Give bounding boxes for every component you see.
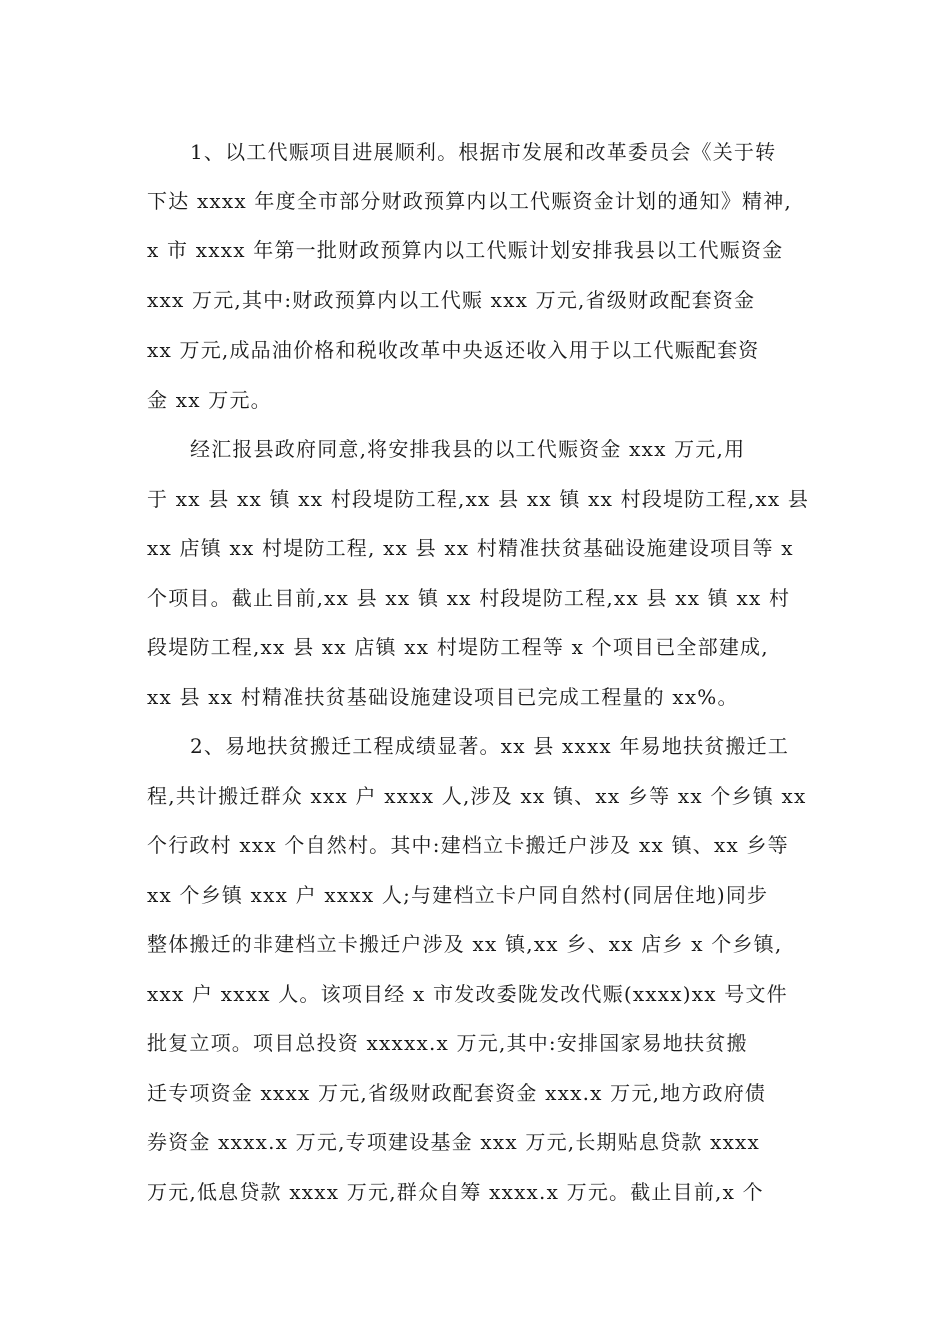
text-line: 个项目。截止目前,xx 县 xx 镇 xx 村段堤防工程,xx 县 xx 镇 xx 村	[147, 586, 791, 610]
text-line: 于 xx 县 xx 镇 xx 村段堤防工程,xx 县 xx 镇 xx 村段堤防工程,xx 县	[147, 487, 810, 511]
text-line: x 市 xxxx 年第一批财政预算内以工代赈计划安排我县以工代赈资金	[147, 238, 784, 262]
text-line: 段堤防工程,xx 县 xx 店镇 xx 村堤防工程等 x 个项目已全部建成,	[147, 635, 769, 659]
text-line: 万元,低息贷款 xxxx 万元,群众自筹 xxxx.x 万元。截止目前,x 个	[147, 1180, 764, 1204]
text-line: xx 店镇 xx 村堤防工程, xx 县 xx 村精准扶贫基础设施建设项目等 x	[147, 536, 794, 560]
text-line: 程,共计搬迁群众 xxx 户 xxxx 人,涉及 xx 镇、xx 乡等 xx 个乡镇 xx	[147, 784, 807, 808]
text-line: 1、以工代赈项目进展顺利。根据市发展和改革委员会《关于转	[190, 140, 777, 164]
text-line: 迁专项资金 xxxx 万元,省级财政配套资金 xxx.x 万元,地方政府债	[147, 1081, 767, 1105]
text-line: 整体搬迁的非建档立卡搬迁户涉及 xx 镇,xx 乡、xx 店乡 x 个乡镇,	[147, 932, 783, 956]
text-line: xx 县 xx 村精准扶贫基础设施建设项目已完成工程量的 xx%。	[147, 685, 739, 709]
text-line: 2、易地扶贫搬迁工程成绩显著。xx 县 xxxx 年易地扶贫搬迁工	[190, 734, 790, 758]
text-line: 金 xx 万元。	[147, 388, 272, 412]
text-line: xx 万元,成品油价格和税收改革中央返还收入用于以工代赈配套资	[147, 338, 760, 362]
text-line: xxx 万元,其中:财政预算内以工代赈 xxx 万元,省级财政配套资金	[147, 288, 756, 312]
text-line: 下达 xxxx 年度全市部分财政预算内以工代赈资金计划的通知》精神,	[147, 189, 792, 213]
text-line: xx 个乡镇 xxx 户 xxxx 人;与建档立卡户同自然村(同居住地)同步	[147, 883, 769, 907]
text-line: 经汇报县政府同意,将安排我县的以工代赈资金 xxx 万元,用	[190, 437, 746, 461]
text-line: 批复立项。项目总投资 xxxxx.x 万元,其中:安排国家易地扶贫搬	[147, 1031, 748, 1055]
text-line: xxx 户 xxxx 人。该项目经 x 市发改委陇发改代赈(xxxx)xx 号文件	[147, 982, 788, 1006]
text-line: 个行政村 xxx 个自然村。其中:建档立卡搬迁户涉及 xx 镇、xx 乡等	[147, 833, 789, 857]
text-line: 券资金 xxxx.x 万元,专项建设基金 xxx 万元,长期贴息贷款 xxxx	[147, 1130, 761, 1154]
